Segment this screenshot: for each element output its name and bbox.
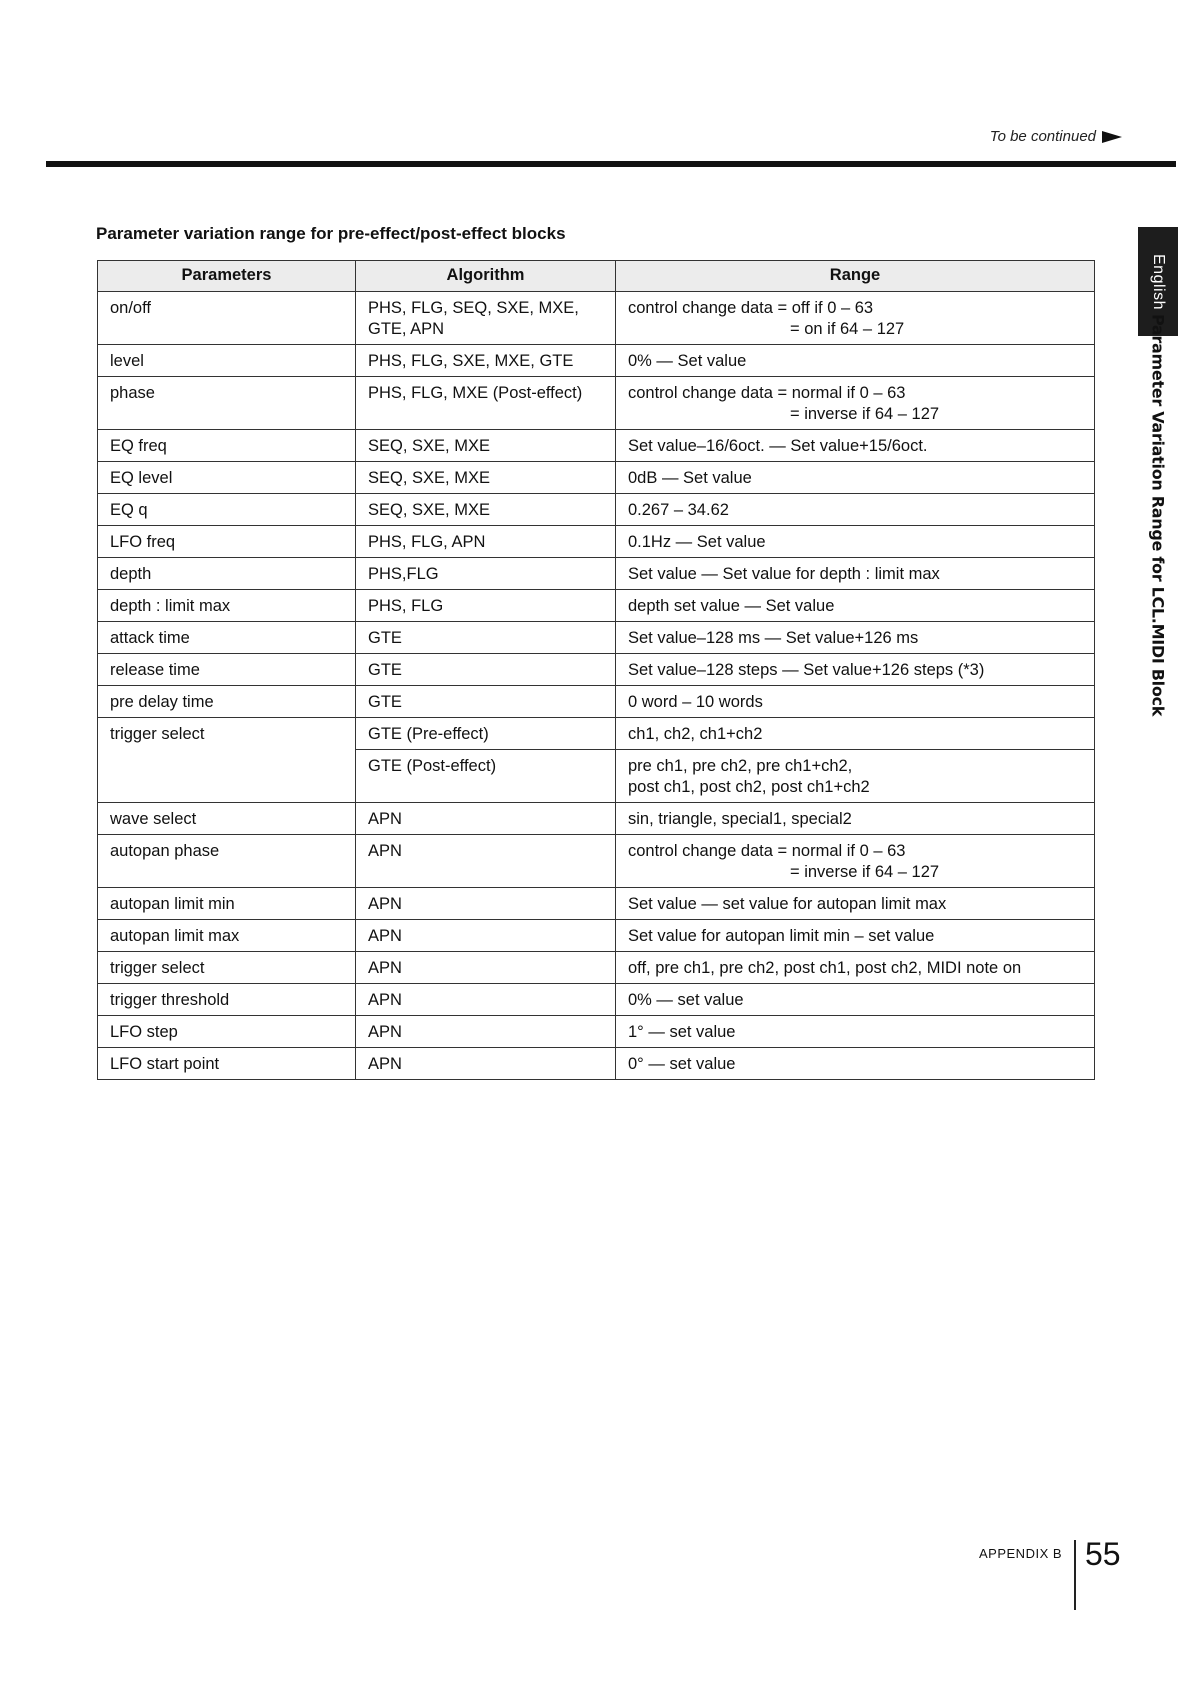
header-parameters: Parameters — [98, 261, 356, 292]
page-number: 55 — [1085, 1536, 1121, 1572]
table-row — [98, 803, 1095, 835]
table-header-row — [98, 261, 1095, 292]
range-cell — [616, 654, 1095, 686]
algorithm-cell: SEQ, SXE, MXE — [356, 430, 616, 462]
table-row — [98, 835, 1095, 888]
range-line: pre ch1, pre ch2, pre ch1+ch2, — [628, 757, 853, 775]
table-row — [98, 888, 1095, 920]
range-cell — [616, 377, 1095, 430]
param-cell: EQ freq — [98, 430, 356, 462]
table-row — [98, 984, 1095, 1016]
table-row — [98, 377, 1095, 430]
algorithm-cell: APN — [356, 1048, 616, 1080]
table-row — [98, 430, 1095, 462]
param-cell: depth : limit max — [98, 590, 356, 622]
range-cell — [616, 952, 1095, 984]
range-line: control change data = normal if 0 – 63 — [628, 842, 906, 860]
range-line-continued: post ch1, post ch2, post ch1+ch2 — [628, 778, 870, 796]
top-divider — [46, 161, 1176, 167]
algorithm-cell: PHS, FLG, SEQ, SXE, MXE, GTE, APN — [356, 292, 616, 345]
range-cell — [616, 718, 1095, 750]
range-cell — [616, 1016, 1095, 1048]
language-tab-label: English — [1150, 253, 1167, 310]
param-cell: wave select — [98, 803, 356, 835]
algorithm-cell: APN — [356, 803, 616, 835]
range-cell — [616, 1048, 1095, 1080]
param-cell: LFO step — [98, 1016, 356, 1048]
table-row — [98, 558, 1095, 590]
table-row — [98, 686, 1095, 718]
table-row — [98, 494, 1095, 526]
header-algorithm: Algorithm — [356, 261, 616, 292]
param-cell: attack time — [98, 622, 356, 654]
param-cell: release time — [98, 654, 356, 686]
algorithm-cell: PHS, FLG, MXE (Post-effect) — [356, 377, 616, 430]
table-row — [98, 1016, 1095, 1048]
range-cell — [616, 494, 1095, 526]
parameter-table — [97, 260, 1095, 1080]
algorithm-cell: APN — [356, 1016, 616, 1048]
algorithm-cell: APN — [356, 952, 616, 984]
algorithm-cell: PHS, FLG, APN — [356, 526, 616, 558]
algorithm-cell: PHS, FLG — [356, 590, 616, 622]
algorithm-cell: GTE — [356, 686, 616, 718]
range-line: 0° — set value — [628, 1055, 736, 1073]
param-cell: LFO start point — [98, 1048, 356, 1080]
algorithm-cell: GTE — [356, 622, 616, 654]
range-line: 0 word – 10 words — [628, 693, 763, 711]
algorithm-cell: APN — [356, 920, 616, 952]
table-row — [98, 654, 1095, 686]
range-cell — [616, 920, 1095, 952]
range-cell — [616, 345, 1095, 377]
range-line: 0.267 – 34.62 — [628, 501, 729, 519]
table-row — [98, 1048, 1095, 1080]
param-cell: EQ level — [98, 462, 356, 494]
range-line-continued: = inverse if 64 – 127 — [790, 863, 940, 881]
table-row — [98, 590, 1095, 622]
range-cell — [616, 803, 1095, 835]
table-row — [98, 526, 1095, 558]
algorithm-cell: PHS, FLG, SXE, MXE, GTE — [356, 345, 616, 377]
table-row — [98, 622, 1095, 654]
param-cell: on/off — [98, 292, 356, 345]
section-side-title — [1138, 313, 1178, 717]
param-cell: level — [98, 345, 356, 377]
section-title: Parameter variation range for pre-effect/post-effect blocks — [96, 224, 566, 243]
param-cell: depth — [98, 558, 356, 590]
table-row — [98, 345, 1095, 377]
param-cell: trigger threshold — [98, 984, 356, 1016]
range-cell — [616, 590, 1095, 622]
range-line: control change data = normal if 0 – 63 — [628, 384, 906, 402]
range-cell — [616, 622, 1095, 654]
appendix-label: APPENDIX B — [979, 1546, 1063, 1561]
table-row — [98, 952, 1095, 984]
range-cell — [616, 462, 1095, 494]
range-line: 1° — set value — [628, 1023, 736, 1041]
table-row — [98, 462, 1095, 494]
range-line: Set value — set value for autopan limit max — [628, 895, 947, 913]
range-cell — [616, 292, 1095, 345]
algorithm-cell: GTE (Post-effect) — [356, 750, 616, 803]
algorithm-cell: SEQ, SXE, MXE — [356, 494, 616, 526]
table-row — [98, 920, 1095, 952]
param-cell: LFO freq — [98, 526, 356, 558]
range-line: 0.1Hz — Set value — [628, 533, 766, 551]
range-line: Set value–128 steps — Set value+126 steps (*3) — [628, 661, 985, 679]
param-cell: trigger select — [98, 718, 356, 803]
range-line: depth set value — Set value — [628, 597, 835, 615]
header-range: Range — [616, 261, 1095, 292]
param-cell: autopan limit min — [98, 888, 356, 920]
range-line: off, pre ch1, pre ch2, post ch1, post ch2, MIDI note on — [628, 959, 1022, 977]
param-cell: phase — [98, 377, 356, 430]
param-cell: EQ q — [98, 494, 356, 526]
range-line: control change data = off if 0 – 63 — [628, 299, 874, 317]
range-line-continued: = inverse if 64 – 127 — [790, 405, 940, 423]
range-line: ch1, ch2, ch1+ch2 — [628, 725, 763, 743]
range-line: Set value — Set value for depth : limit max — [628, 565, 940, 583]
param-cell: autopan limit max — [98, 920, 356, 952]
table-body — [98, 292, 1095, 1080]
range-line: Set value–128 ms — Set value+126 ms — [628, 629, 919, 647]
arrow-right-icon — [1102, 131, 1122, 143]
range-cell — [616, 750, 1095, 803]
range-line: 0% — set value — [628, 991, 744, 1009]
param-cell: pre delay time — [98, 686, 356, 718]
range-line: sin, triangle, special1, special2 — [628, 810, 852, 828]
algorithm-cell: APN — [356, 888, 616, 920]
range-cell — [616, 558, 1095, 590]
range-line-continued: = on if 64 – 127 — [790, 320, 905, 338]
range-line: Set value–16/6oct. — Set value+15/6oct. — [628, 437, 928, 455]
footer-divider — [1074, 1540, 1076, 1610]
range-cell — [616, 686, 1095, 718]
continued-text: To be continued — [989, 128, 1096, 145]
param-cell: autopan phase — [98, 835, 356, 888]
range-cell — [616, 888, 1095, 920]
algorithm-cell: APN — [356, 984, 616, 1016]
continued-note — [990, 128, 1122, 145]
section-side-title-text: Parameter Variation Range for LCL.MIDI Block — [1148, 313, 1168, 717]
range-line: Set value for autopan limit min – set value — [628, 927, 935, 945]
algorithm-cell: APN — [356, 835, 616, 888]
table-row — [98, 292, 1095, 345]
table-row — [98, 718, 1095, 750]
range-cell — [616, 526, 1095, 558]
range-cell — [616, 430, 1095, 462]
algorithm-cell: GTE (Pre-effect) — [356, 718, 616, 750]
range-line: 0dB — Set value — [628, 469, 752, 487]
algorithm-cell: SEQ, SXE, MXE — [356, 462, 616, 494]
algorithm-cell: GTE — [356, 654, 616, 686]
algorithm-cell: PHS,FLG — [356, 558, 616, 590]
range-cell — [616, 835, 1095, 888]
range-cell — [616, 984, 1095, 1016]
range-line: 0% — Set value — [628, 352, 747, 370]
param-cell: trigger select — [98, 952, 356, 984]
